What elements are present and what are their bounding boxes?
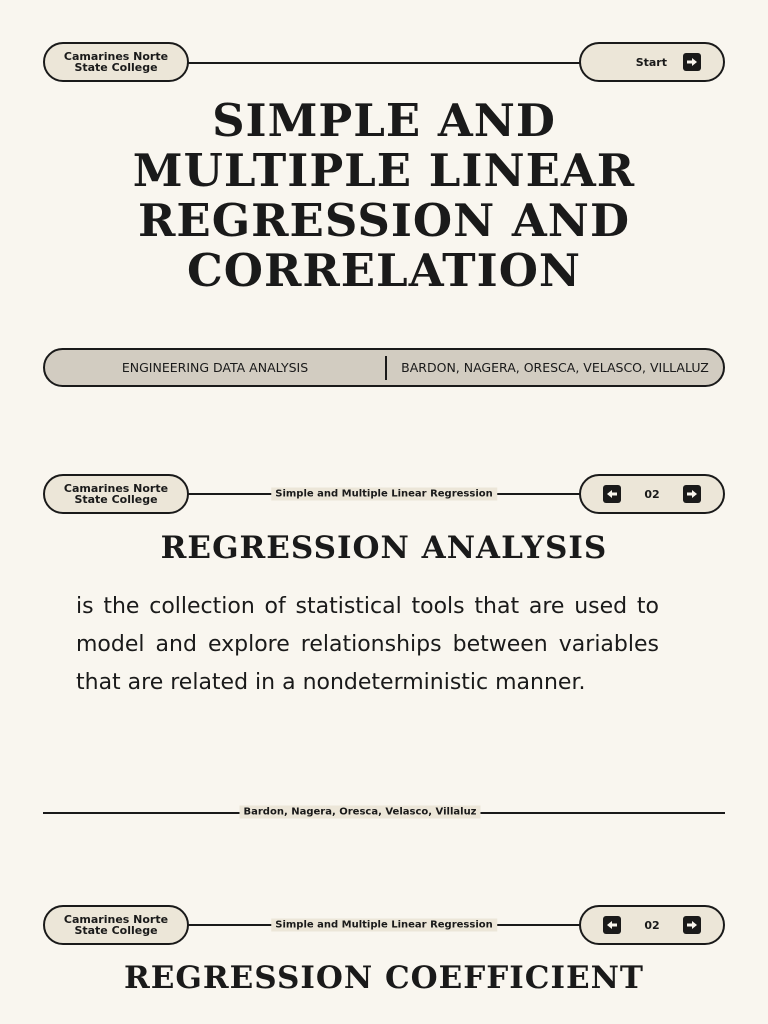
- definition-text: is the collection of statistical tools that are used to model and explore relationships between variables that are related in a nondeterministic manner.: [76, 594, 659, 695]
- college-name-line2: State College: [74, 61, 158, 74]
- arrow-right-icon[interactable]: [683, 916, 701, 934]
- arrow-left-icon[interactable]: [603, 485, 621, 503]
- arrow-right-icon[interactable]: [683, 485, 701, 503]
- section-heading: REGRESSION COEFFICIENT: [123, 960, 644, 996]
- title-line: SIMPLE AND: [212, 94, 556, 147]
- arrow-right-icon: [683, 53, 701, 71]
- slide3-college-badge: [43, 905, 189, 945]
- info-bar: [43, 348, 725, 387]
- authors: BARDON, NAGERA, ORESCA, VELASCO, VILLALUZ: [401, 360, 709, 375]
- title-line: CORRELATION: [186, 244, 582, 297]
- start-label: Start: [635, 55, 667, 69]
- college-name-line2: State College: [74, 493, 158, 506]
- slide2-college-badge: [43, 474, 189, 514]
- section-heading: REGRESSION ANALYSIS: [160, 530, 608, 566]
- college-name-line2: State College: [74, 924, 158, 937]
- course-name: ENGINEERING DATA ANALYSIS: [121, 360, 309, 375]
- slide2-pager: [579, 474, 725, 514]
- title-line: MULTIPLE LINEAR: [132, 144, 636, 197]
- page-number: 02: [644, 918, 660, 932]
- main-title: [0, 96, 768, 296]
- topic-label: Simple and Multiple Linear Regression: [271, 919, 497, 932]
- title-line: REGRESSION AND: [138, 194, 630, 247]
- slide3-pager: [579, 905, 725, 945]
- topic-label: Simple and Multiple Linear Regression: [271, 488, 497, 501]
- college-name-line1: Camarines Norte: [63, 482, 169, 495]
- arrow-left-icon[interactable]: [603, 916, 621, 934]
- slide1-header-rule: [186, 62, 582, 64]
- slide1-college-badge: [43, 42, 189, 82]
- page-number: 02: [644, 487, 660, 501]
- college-name-line1: Camarines Norte: [63, 913, 169, 926]
- start-button[interactable]: [579, 42, 725, 82]
- college-name-line1: Camarines Norte: [63, 50, 169, 63]
- footer-authors: Bardon, Nagera, Oresca, Velasco, Villaluz: [239, 806, 480, 819]
